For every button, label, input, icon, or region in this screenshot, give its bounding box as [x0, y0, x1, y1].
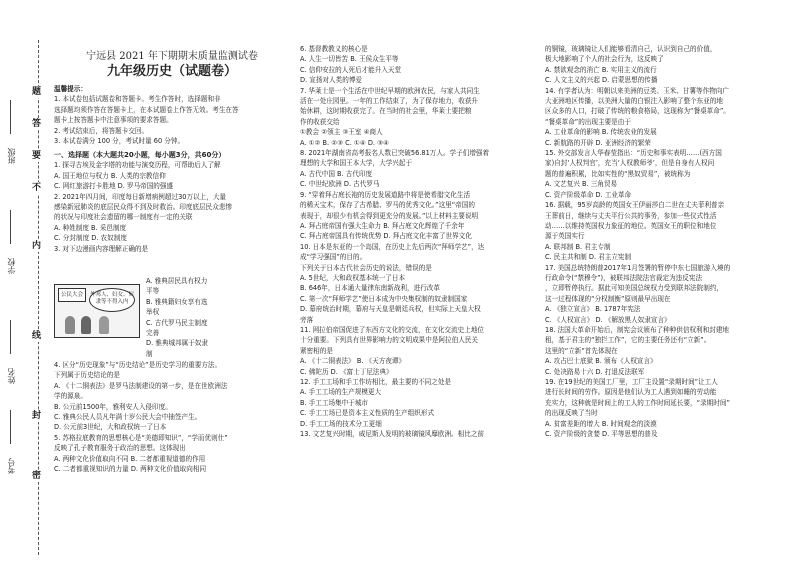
question-line: C. 资产阶级的贪婪 D. 平等思想的普及: [545, 430, 658, 439]
exam-number-label: 考号: [7, 458, 16, 474]
question-line: 作的收获交给: [300, 117, 340, 126]
question-line: C. 二者都重视知识的力量 D. 两种文化价值取向相同: [54, 465, 207, 474]
question-line: 充实力，这种就是时间上的工人的工作时间延长要，“录期时间”: [545, 398, 730, 407]
seal-char: 题: [32, 87, 42, 97]
question-line: 12. 手工工场和手工作坊相比，最主要的不同之处是: [300, 378, 452, 386]
seal-char: 线: [32, 331, 42, 341]
question-line: C. 处决路易十六 D. 打退反法联军: [545, 367, 645, 376]
seal-char: 密: [32, 471, 42, 481]
notice-line: 选择题均须作答在答题卡上，在本试题卷上作答无效。考生在答: [54, 105, 239, 114]
question-line: A. 文艺复兴 B. 三角贸易: [545, 180, 618, 189]
seal-char: 答: [32, 119, 42, 129]
question-line: 4. 区分“历史现象”与“历史结论”是历史学习的重要方法。: [54, 361, 222, 369]
question-line: A. 两种文化价值取向不同 B. 二者都重视道德的作用: [54, 454, 206, 463]
option-line: C. 古代罗马民主制度: [146, 318, 208, 327]
option-line: B. 雅典籍妇女享有选: [146, 297, 208, 306]
question-line: “餐桌革命”的出现主要是由于: [545, 117, 631, 126]
question-line: B. 公元前1500年，雅利安人入侵印度。: [54, 402, 172, 411]
class-field: [10, 100, 11, 134]
question-line: C. 信仰安拉的人死后才能升入天堂: [300, 65, 402, 74]
question-line: A. 种姓制度 B. 采邑制度: [54, 223, 127, 232]
question-line: 行政命令(“禁穆令”)，被联邦法院法官裁定为违反宪法: [545, 273, 703, 282]
question-line: 成“学习强国”的目的。: [300, 253, 367, 262]
question-line: A. ①② B. ②③ C. ①④ D. ③④: [300, 138, 389, 147]
question-line: ①教会 ②领主 ③王室 ④商人: [300, 128, 383, 137]
question-line: 下列属于历史结论的是: [54, 371, 120, 380]
question-line: 5. 苏格拉底教育的思想核心是“美德即知识”，“学而优则仕”: [54, 433, 228, 442]
question-line: 理想的大学和国王本大学，大学兴起于: [300, 159, 413, 168]
cartoon-figure: [99, 316, 109, 334]
question-line: 15. 外交部发言人华春莹指出：“历史和事实表明……(西方国: [545, 149, 722, 158]
exam-subtitle: 九年级历史（试题卷）: [106, 64, 237, 79]
question-line: C. 民主共和制 D. 君主立宪制: [545, 253, 632, 262]
question-line: A. 《十二铜表法》是罗马法制建设的第一步，是在世欧洲法: [54, 381, 228, 390]
question-line: D. 公元前3世纪，大和政权统一了日本: [54, 423, 167, 432]
notice-block: [54, 84, 290, 146]
notice-line: 3. 本试卷满分 100 分，考试时量 60 分钟。: [54, 137, 185, 146]
option-line: 平等: [146, 287, 160, 296]
option-line: D. 雅典城邦属于奴隶: [146, 339, 209, 348]
question-line: 下列关于日本古代社会历史的说法，错误的是: [300, 263, 432, 272]
question-line: A. 贫富差距的增大 B. 时间观念的淡漠: [545, 419, 657, 428]
question-line: B. 646年，日本通大量律东南新战利，进行改革: [300, 284, 440, 293]
seal-char: 不: [32, 183, 42, 193]
q3-options: [146, 276, 286, 359]
question-line: 大亚洲地区传播，以美洲大量的白银注入影响了整个东亚的地: [545, 97, 724, 106]
question-line: 表现于，却很少有机会得到更充分的发展。”以上材料主要说明: [300, 211, 479, 220]
question-line: 感染新冠肺炎的底层民众得不到及时救治。印度底层民众悲惨: [54, 203, 233, 212]
question-line: D. 宣扬对人类的博爱: [300, 76, 363, 85]
question-line: 题的普遍积累，比如实性的“黑奴贸易”，被统称为: [545, 169, 691, 178]
question-line: C. 人文主义的兴起 D. 启蒙思想的传播: [545, 76, 658, 85]
school-field: [10, 210, 11, 244]
question-line: A. 5世纪，大和政权基本统一了日本: [300, 273, 406, 282]
cartoon-image: [54, 284, 140, 338]
question-line: 13. 文艺复兴时期，威尼斯人发明的玻璃镜风靡欧洲。相比之前: [300, 430, 485, 439]
question-line: A. 人生一切皆苦 B. 王侯众生平等: [300, 55, 399, 64]
cartoon-label: 公民大会: [58, 288, 86, 302]
question-line: 反映了孔子教育服务于政治的思想。这体现出: [54, 444, 186, 453]
option-line: 举权: [146, 308, 160, 317]
question-line: 7. 华莱士是一个生活在中世纪早期的欧洲农民，与家人共同生: [300, 86, 480, 95]
question-line: 17. 美国总统特朗普2017年1月签署的暂停中东七国旅游入境的: [545, 263, 731, 272]
question-line: D. 手工工场的技术分工更细: [300, 419, 382, 428]
name-field: [10, 320, 11, 354]
question-line: 3. 对下边漫画内容理解正确的是: [54, 244, 149, 253]
column-1: [54, 0, 290, 564]
question-line: 8. 2021年湖南省高考报名人数已突破56.81万人。学子们增强着: [300, 149, 490, 158]
question-line: 的出现反映了当时: [545, 409, 598, 418]
notice-line: 题卡上按答题卡中注意事项的要求答题。: [54, 116, 173, 125]
question-line: C. 佛陀历 D. 《富士丁尼法典》: [300, 367, 393, 376]
question-line: 始休耕，这时期收获完了。在当时的社会里，华莱士要把粮: [300, 107, 472, 116]
question-line: A. 手工工场的生产规模更大: [300, 388, 382, 397]
exam-title: 宁远县 2021 年下期期末质量监测试卷: [86, 51, 258, 62]
question-line: 区众多的人口，打破了传统的粮食格局，这现称为“餐桌革命”。: [545, 107, 730, 116]
question-line: 6. 基督教教义的核心是: [300, 45, 368, 53]
question-line: C. 第一次“拜师学艺”使日本成为中央集权制的奴隶制国家: [300, 294, 468, 303]
question-line: C. 网红旅游打卡胜地 D. 罗马帝国的强盛: [54, 182, 174, 191]
class-label: 班级: [7, 148, 16, 164]
question-line: 2. 2021年四月间，印度每日新增病例超过30万以上，大量: [54, 192, 227, 201]
question-line: B. 手工工场集中于城市: [300, 398, 369, 407]
question-line: 10. 日本是东亚的一个岛国，在历史上先后两次“拜师学艺”，达: [300, 242, 485, 251]
question-line: C. 新航路的开辟 D. 亚洲经济的繁荣: [545, 138, 651, 147]
school-label: 学校: [7, 258, 16, 274]
section-1: [54, 150, 290, 254]
question-line: 进行长时间的劳作。原因是他们认为工人遇到如睡的劳动能: [545, 388, 717, 397]
question-line: C. 中世纪欧洲 D. 古代罗马: [300, 180, 380, 189]
question-line: 动……以维持英国权力象征的地位。英国女王的职位和地位: [545, 221, 717, 230]
cartoon-speech-bubble: 外邦人、妇女、奴隶等不得入内: [89, 288, 135, 312]
question-line: ，立即暂停执行。据此可知美国总统权力受到联邦法院制约，: [545, 284, 724, 293]
question-line: 极大地影响了个人的社会行为，这反映了: [545, 55, 664, 64]
binding-margin: [0, 0, 50, 564]
option-line: 完善: [146, 329, 160, 338]
seal-char: 封: [32, 411, 42, 421]
question-line: C. 雅典公民人员凡年满十岁公民大会中抽签产生。: [54, 413, 202, 422]
question-line: 紧密相的是: [300, 346, 333, 355]
question-line: A. 攻占巴士底狱 B. 颁布《人权宣言》: [545, 357, 657, 366]
question-line: 家)自封‘人权判官’，充当‘人权教师爷’，但是自身有人权问: [545, 159, 715, 168]
question-line: 14. 有学者认为：明朝以来美洲的豆类、玉米、甘薯等作物向广: [545, 86, 730, 95]
section-heading: 一、选择题（本大题共20小题，每小题3分，共60分）: [54, 151, 226, 159]
question-line: 这里的“立新”首先体现在: [545, 346, 618, 355]
option-line: 制: [146, 349, 153, 358]
name-label: 姓名: [7, 368, 16, 384]
question-line: A. 古代中国 B. 古代印度: [300, 169, 373, 178]
question-line: 十分重要。下列具有世界影响力的文明成果中是阿拉伯人民关: [300, 336, 479, 345]
questions-4-5: [54, 360, 290, 474]
question-line: 9. “穿着拜占庭长袍的历史发展道路中将是使希腊文化生活: [300, 190, 471, 199]
question-line: C. 分封制度 D. 农奴制度: [54, 234, 127, 243]
question-line: C. 资产阶级革命 D. 工业革命: [545, 190, 632, 199]
question-line: A. 《十二铜表法》 B. 《天方夜谭》: [300, 357, 406, 366]
column-2: [300, 44, 536, 559]
option-line: A. 雅典居民具有权力: [146, 277, 208, 285]
question-line: A. 拜占庭帝国有强大生命力 B. 拜占庭文化辉煌了千余年: [300, 221, 465, 230]
question-line: 的铜镜，玻璃镜让人们能够看清自己，认识到自己的价值，: [545, 45, 717, 53]
question-line: 1. 探寻古埃及金字塔的功能与演变历程，可帮助后人了解: [54, 161, 221, 170]
question-line: 活在一处庄园里。一年的工作结束了，为了保存地力，收获升: [300, 97, 479, 106]
seal-char: 内: [32, 241, 42, 251]
question-line: 旁落: [300, 315, 314, 324]
question-line: A. 联邦制 B. 君主专制: [545, 242, 611, 251]
question-line: 学的源泉。: [54, 392, 87, 401]
question-line: D. 幕府统治时期，幕府与天皇是朝廷兵权，但实际上天皇大权: [300, 305, 481, 314]
question-line: A. 国王地位与权力 B. 人类的宗教信仰: [54, 171, 166, 180]
question-line: 的稀天宝术，保存了古希腊、罗马的优秀文化。”这里“帝国的: [300, 201, 475, 210]
question-line: 这一过程体现的“分权制衡”原则最早出现在: [545, 294, 671, 303]
exam-number-field: [10, 410, 11, 444]
question-line: 18. 法国大革命开始后，制宪会议颁布了种种供信权利和封建地: [545, 325, 730, 334]
question-line: C. 手工工场已是资本主义性质的生产组织形式: [300, 409, 435, 418]
question-line: 11. 网拉伯帝国促进了东西方文化的交流，在文化交流史上地位: [300, 325, 485, 334]
question-line: 王葬前日，继续与丈夫平行公共的事务，参加一些仪式性活: [545, 211, 717, 220]
question-line: A. 禁欲观念的消亡 B. 实用主义的流行: [545, 65, 657, 74]
question-line: 19. 在19世纪的美国工厂里，工厂主设置“录期时间”让工人: [545, 378, 718, 386]
cartoon-figure: [81, 316, 91, 334]
question-line: C. 拜占庭帝国具有传统优势 D. 拜占庭文化丰富了世界文化: [300, 232, 472, 241]
question-line: 租，基于君主的“独拦工作”，它的主要任务还有“立新”。: [545, 336, 711, 345]
seal-char: 要: [32, 151, 42, 161]
question-line: A. 《独立宣言》 B. 1787年宪法: [545, 305, 641, 314]
question-line: C. 《人权宣言》 D. 《解放黑人奴隶宣言》: [545, 315, 671, 324]
question-line: 16. 据载，95岁高龄的英国女王伊丽莎白二世在丈夫菲利普亲: [545, 201, 725, 210]
notice-line: 2. 考试结束后，将答题卡交回。: [54, 126, 149, 135]
column-3: [545, 44, 790, 559]
notice-heading: 温馨提示：: [54, 85, 87, 93]
cartoon-figure: [65, 316, 75, 334]
question-line: A. 工业革命的影响 B. 传统农业的发展: [545, 128, 657, 137]
question-line: 的状况与印度社会遗留的哪一制度有一定的关联: [54, 213, 193, 222]
question-line: 源于英国实行: [545, 232, 585, 241]
notice-line: 1. 本试卷包括试题卷和答题卡。考生作答时，选择题和非: [54, 95, 221, 104]
